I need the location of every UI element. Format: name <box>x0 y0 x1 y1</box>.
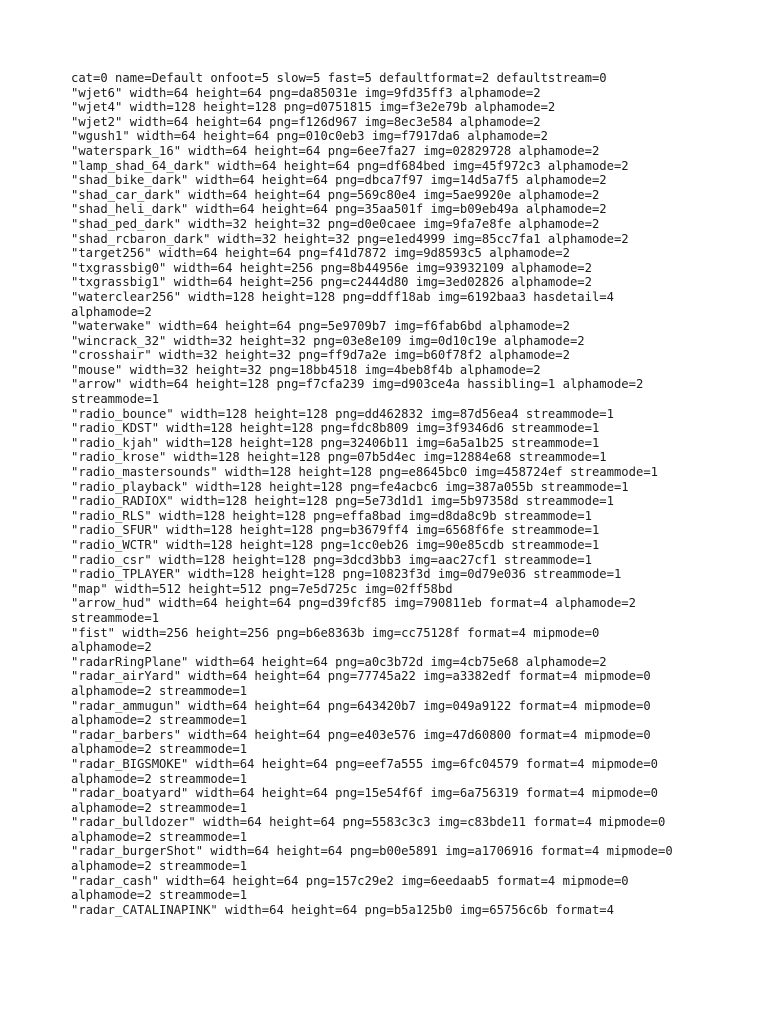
document-line: "wjet2" width=64 height=64 png=f126d967 img=8ec3e584 alphamode=2 <box>71 114 541 129</box>
document-line: "radar_barbers" width=64 height=64 png=e403e576 img=47d60800 format=4 mipmode=0 <box>71 727 651 742</box>
document-line: alphamode=2 streammode=1 <box>71 829 248 844</box>
document-line: "wjet6" width=64 height=64 png=da85031e img=9fd35ff3 alphamode=2 <box>71 85 541 100</box>
document-line: "radar_CATALINAPINK" width=64 height=64 png=b5a125b0 img=65756c6b format=4 <box>71 902 614 917</box>
document-line: alphamode=2 <box>71 304 152 319</box>
document-line: "radio_bounce" width=128 height=128 png=dd462832 img=87d56ea4 streammode=1 <box>71 406 614 421</box>
document-line: "radar_BIGSMOKE" width=64 height=64 png=eef7a555 img=6fc04579 format=4 mipmode=0 <box>71 756 658 771</box>
document-line: "txgrassbig0" width=64 height=256 png=8b44956e img=93932109 alphamode=2 <box>71 260 592 275</box>
document-line: "radio_mastersounds" width=128 height=128 png=e8645bc0 img=458724ef streammode=1 <box>71 465 658 480</box>
document-line: "waterwake" width=64 height=64 png=5e9709b7 img=f6fab6bd alphamode=2 <box>71 319 570 334</box>
document-line: "arrow_hud" width=64 height=64 png=d39fcf85 img=790811eb format=4 alphamode=2 <box>71 596 636 611</box>
document-line: "radio_TPLAYER" width=128 height=128 png=10823f3d img=0d79e036 streammode=1 <box>71 567 622 582</box>
document-line: alphamode=2 streammode=1 <box>71 713 248 728</box>
document-line: "arrow" width=64 height=128 png=f7cfa239 img=d903ce4a hassibling=1 alphamode=2 <box>71 377 644 392</box>
document-line: "radar_boatyard" width=64 height=64 png=15e54f6f img=6a756319 format=4 mipmode=0 <box>71 786 658 801</box>
document-line: alphamode=2 streammode=1 <box>71 800 248 815</box>
document-line: alphamode=2 streammode=1 <box>71 771 248 786</box>
document-line: "radio_csr" width=128 height=128 png=3dcd3bb3 img=aac27cf1 streammode=1 <box>71 552 592 567</box>
document-line: cat=0 name=Default onfoot=5 slow=5 fast=5 defaultformat=2 defaultstream=0 <box>71 71 607 85</box>
document-line: "wgush1" width=64 height=64 png=010c0eb3 img=f7917da6 alphamode=2 <box>71 129 548 144</box>
document-line: "waterspark_16" width=64 height=64 png=6ee7fa27 img=02829728 alphamode=2 <box>71 143 600 158</box>
document-line: alphamode=2 streammode=1 <box>71 859 248 874</box>
document-line: "radar_cash" width=64 height=64 png=157c29e2 img=6eedaab5 format=4 mipmode=0 <box>71 873 629 888</box>
document-line: "radar_burgerShot" width=64 height=64 png=b00e5891 img=a1706916 format=4 mipmode=0 <box>71 844 673 859</box>
document-line: "shad_car_dark" width=64 height=64 png=569c80e4 img=5ae9920e alphamode=2 <box>71 187 600 202</box>
document-line: alphamode=2 streammode=1 <box>71 742 248 757</box>
document-page <box>71 71 701 917</box>
document-line: "radio_RADIOX" width=128 height=128 png=5e73d1d1 img=5b97358d streammode=1 <box>71 494 614 509</box>
document-line: "radio_kjah" width=128 height=128 png=32406b11 img=6a5a1b25 streammode=1 <box>71 435 600 450</box>
document-line: "shad_rcbaron_dark" width=32 height=32 png=e1ed4999 img=85cc7fa1 alphamode=2 <box>71 231 629 246</box>
document-line: "radio_playback" width=128 height=128 png=fe4acbc6 img=387a055b streammode=1 <box>71 479 629 494</box>
document-line: "radio_SFUR" width=128 height=128 png=b3679ff4 img=6568f6fe streammode=1 <box>71 523 600 538</box>
document-line: "waterclear256" width=128 height=128 png=ddff18ab img=6192baa3 hasdetail=4 <box>71 289 614 304</box>
document-line: "wincrack_32" width=32 height=32 png=03e8e109 img=0d10c19e alphamode=2 <box>71 333 585 348</box>
document-line: "radar_ammugun" width=64 height=64 png=643420b7 img=049a9122 format=4 mipmode=0 <box>71 698 651 713</box>
document-line: "txgrassbig1" width=64 height=256 png=c2444d80 img=3ed02826 alphamode=2 <box>71 275 592 290</box>
document-line: "shad_bike_dark" width=64 height=64 png=dbca7f97 img=14d5a7f5 alphamode=2 <box>71 173 607 188</box>
document-line: alphamode=2 <box>71 640 152 655</box>
document-line: "radar_airYard" width=64 height=64 png=77745a22 img=a3382edf format=4 mipmode=0 <box>71 669 651 684</box>
document-line: "radio_KDST" width=128 height=128 png=fdc8b809 img=3f9346d6 streammode=1 <box>71 421 600 436</box>
document-line: "fist" width=256 height=256 png=b6e8363b img=cc75128f format=4 mipmode=0 <box>71 625 600 640</box>
document-line: "radio_RLS" width=128 height=128 png=effa8bad img=d8da8c9b streammode=1 <box>71 508 592 523</box>
document-line: "crosshair" width=32 height=32 png=ff9d7a2e img=b60f78f2 alphamode=2 <box>71 348 570 363</box>
document-line: alphamode=2 streammode=1 <box>71 888 248 903</box>
document-line: "lamp_shad_64_dark" width=64 height=64 png=df684bed img=45f972c3 alphamode=2 <box>71 158 629 173</box>
document-line: "shad_heli_dark" width=64 height=64 png=35aa501f img=b09eb49a alphamode=2 <box>71 202 607 217</box>
document-line: "radio_WCTR" width=128 height=128 png=1cc0eb26 img=90e85cdb streammode=1 <box>71 538 600 552</box>
document-line: "target256" width=64 height=64 png=f41d7872 img=9d8593c5 alphamode=2 <box>71 246 570 261</box>
document-line: streammode=1 <box>71 392 160 407</box>
document-line: "mouse" width=32 height=32 png=18bb4518 img=4beb8f4b alphamode=2 <box>71 362 541 377</box>
document-line: alphamode=2 streammode=1 <box>71 683 248 698</box>
document-line: "radar_bulldozer" width=64 height=64 png=5583c3c3 img=c83bde11 format=4 mipmode=0 <box>71 815 666 830</box>
document-line: "map" width=512 height=512 png=7e5d725c img=02ff58bd <box>71 581 453 596</box>
document-line: "wjet4" width=128 height=128 png=d0751815 img=f3e2e79b alphamode=2 <box>71 100 556 115</box>
document-line: streammode=1 <box>71 610 160 625</box>
document-line: "radio_krose" width=128 height=128 png=07b5d4ec img=12884e68 streammode=1 <box>71 450 607 465</box>
document-line: "radarRingPlane" width=64 height=64 png=a0c3b72d img=4cb75e68 alphamode=2 <box>71 654 607 669</box>
document-line: "shad_ped_dark" width=32 height=32 png=d0e0caee img=9fa7e8fe alphamode=2 <box>71 216 600 231</box>
